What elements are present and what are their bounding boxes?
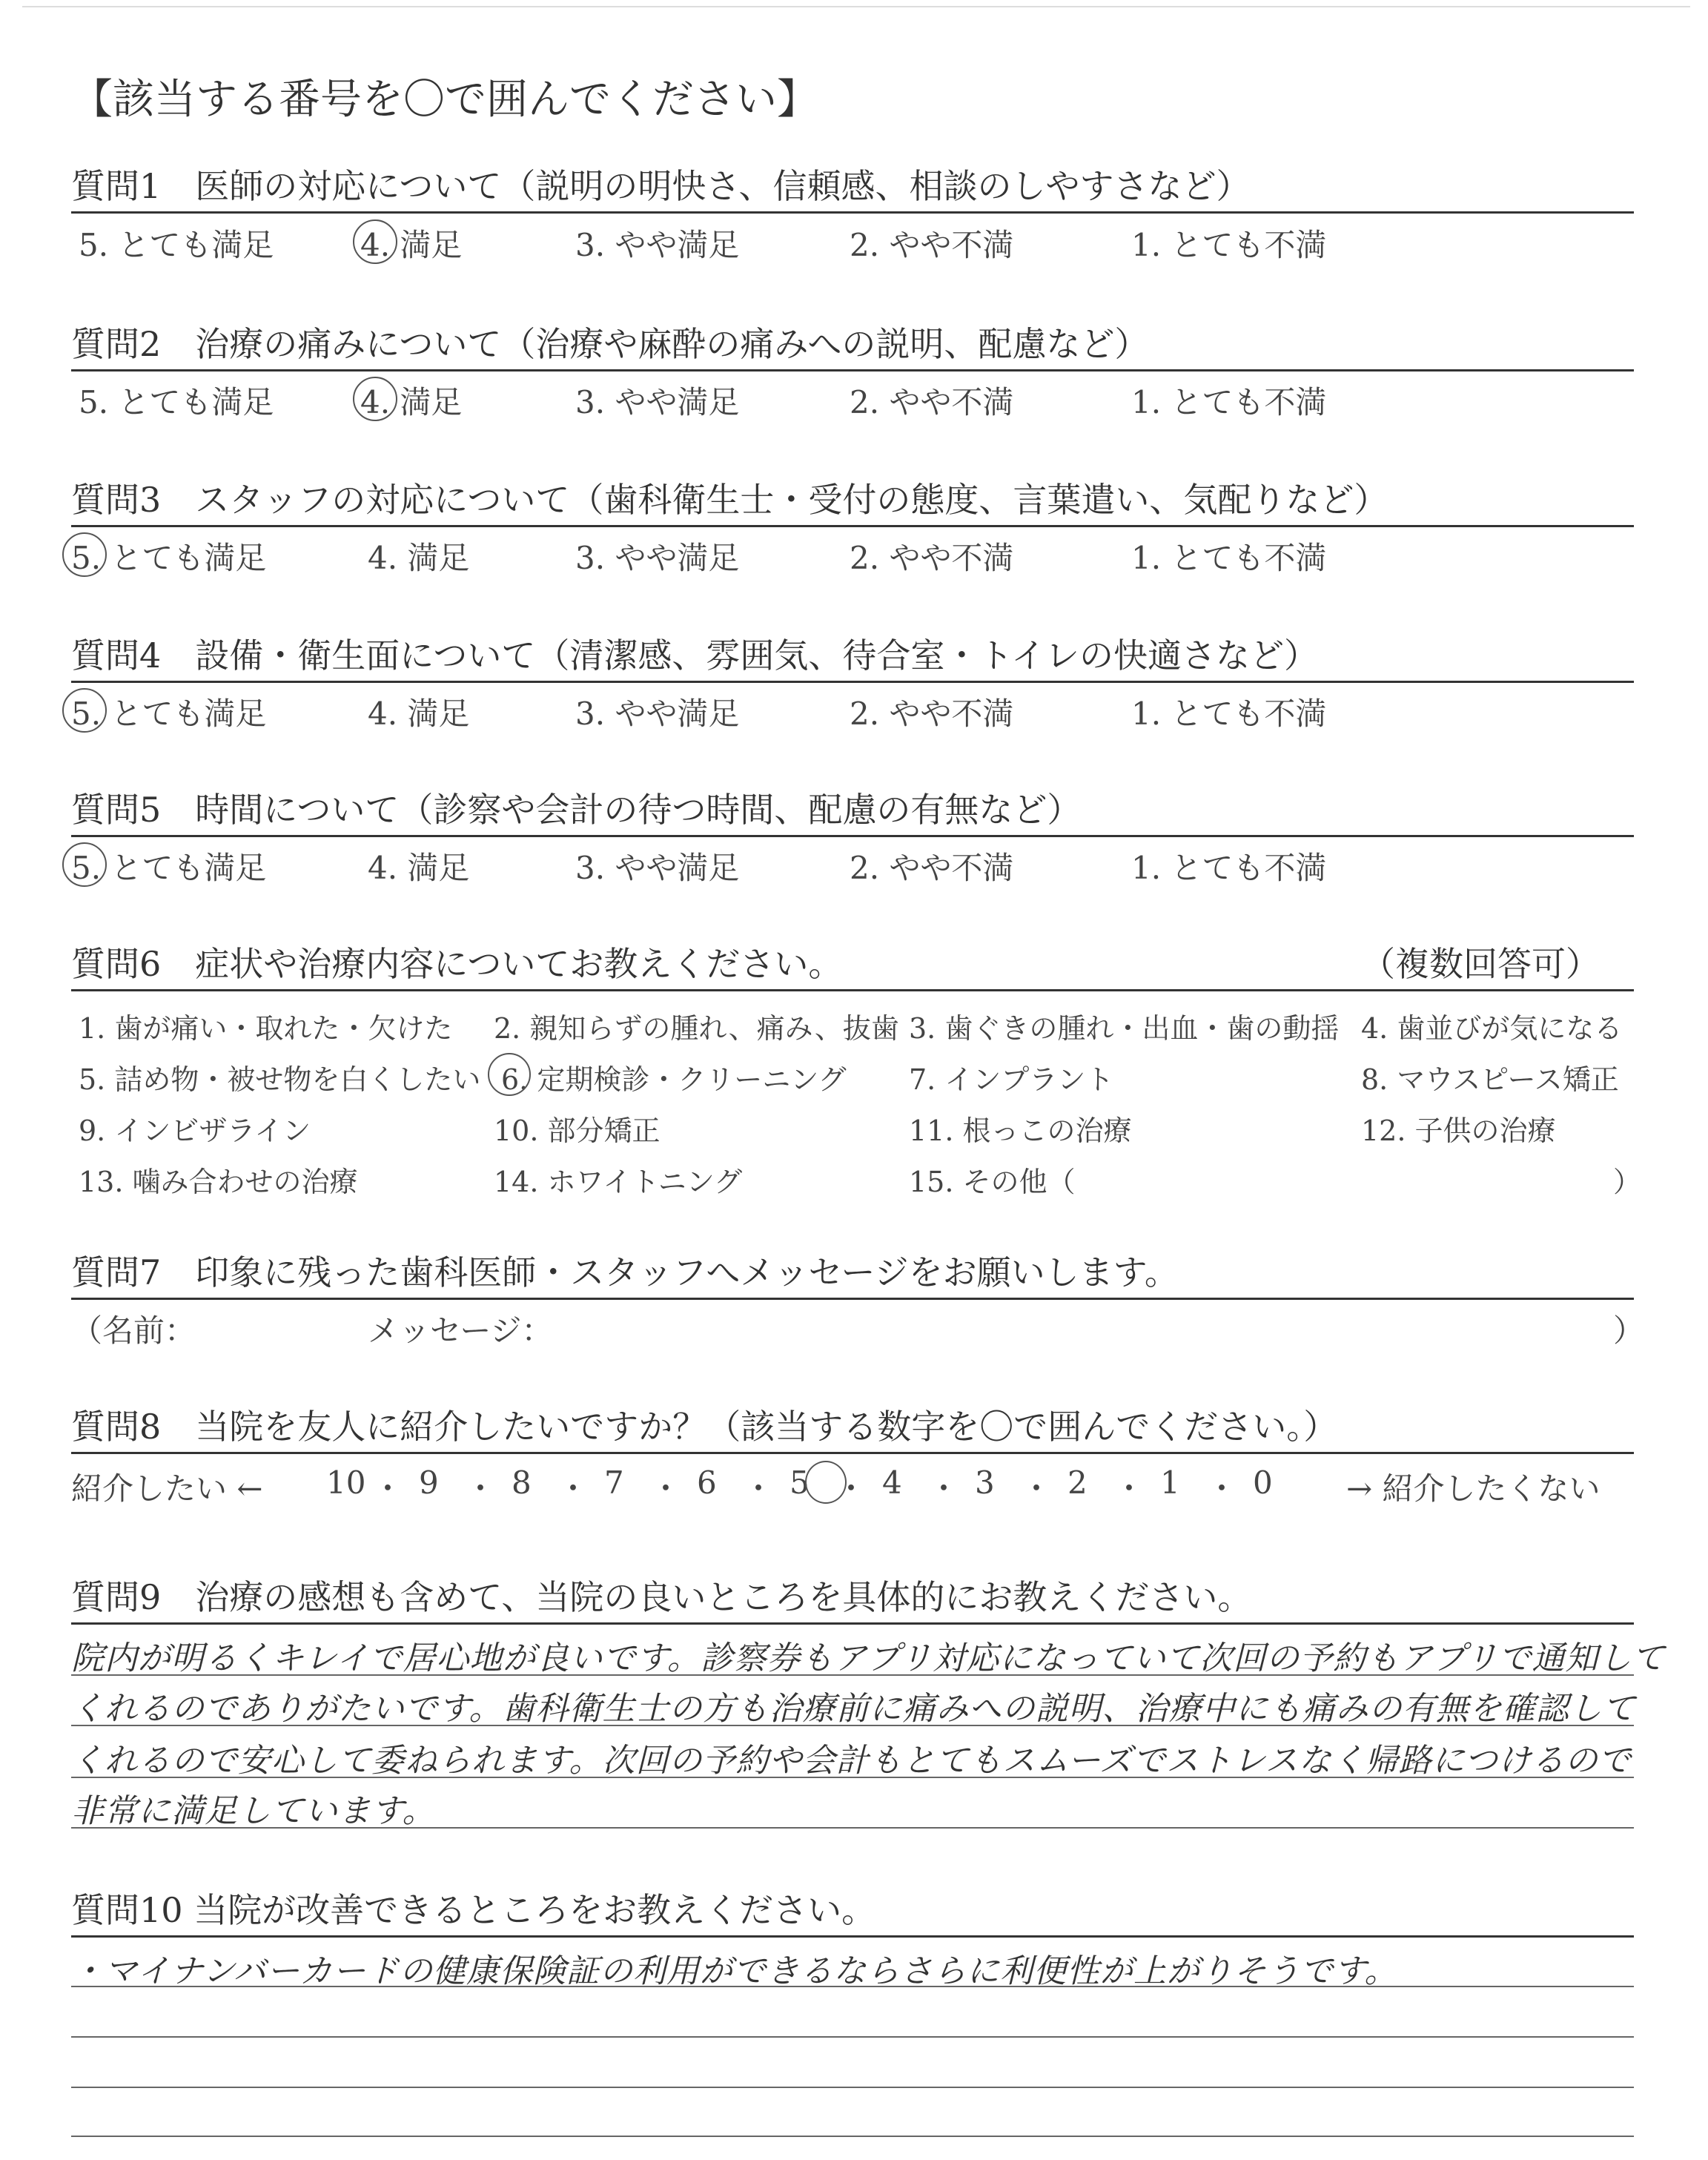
q3-option-4[interactable]: 4. 満足 xyxy=(368,540,470,576)
question-1-rule xyxy=(71,211,1634,214)
q10-answer-line-1: ・マイナンバーカードの健康保険証の利用ができるならさらに利便性が上がりそうです。 xyxy=(71,1952,1398,1990)
q6-item-13[interactable]: 13. 噛み合わせの治療 xyxy=(79,1166,358,1198)
question-5-rule xyxy=(71,835,1634,837)
q6-selection-circle xyxy=(488,1053,531,1096)
q8-scale-value-9[interactable]: 9 xyxy=(419,1464,439,1501)
q8-scale-value-10[interactable]: 10 xyxy=(326,1464,366,1501)
question-10-title: 質問10 当院が改善できるところをお教えください。 xyxy=(71,1890,876,1930)
q10-answer-rule-3 xyxy=(71,2087,1634,2088)
q1-option-2[interactable]: 2. やや不満 xyxy=(850,227,1014,263)
question-7-rule xyxy=(71,1298,1634,1300)
question-4-rule xyxy=(71,681,1634,683)
q8-scale-value-3[interactable]: 3 xyxy=(975,1464,995,1501)
q8-scale-value-6[interactable]: 6 xyxy=(697,1464,717,1501)
q1-option-5[interactable]: 5. とても満足 xyxy=(79,227,274,263)
q6-item-7[interactable]: 7. インプラント xyxy=(909,1063,1114,1096)
q4-option-2[interactable]: 2. やや不満 xyxy=(850,696,1014,732)
question-6-note: （複数回答可） xyxy=(1361,944,1600,984)
q8-scale-separator: ・ xyxy=(928,1470,960,1507)
q8-left-label: 紹介したい ← xyxy=(71,1470,263,1507)
q4-selection-circle xyxy=(62,688,107,733)
q8-scale-value-0[interactable]: 0 xyxy=(1253,1464,1273,1501)
q8-scale-separator: ・ xyxy=(465,1470,497,1507)
q5-option-5[interactable]: 5. とても満足 xyxy=(71,850,267,886)
top-edge-line xyxy=(22,6,1690,7)
q9-answer-rule-1 xyxy=(71,1674,1634,1676)
question-5-title: 質問5 時間について（診察や会計の待つ時間、配慮の有無など） xyxy=(71,790,1082,830)
q2-option-4[interactable]: 4. 満足 xyxy=(360,384,463,420)
question-9-title: 質問9 治療の感想も含めて、当院の良いところを具体的にお教えください。 xyxy=(71,1577,1252,1617)
q6-item-5[interactable]: 5. 詰め物・被せ物を白くしたい xyxy=(79,1063,481,1096)
q8-scale-separator: ・ xyxy=(372,1470,404,1507)
q9-answer-line-2: くれるのでありがたいです。歯科衛生士の方も治療前に痛みへの説明、治療中にも痛みの有無を確認して xyxy=(71,1690,1636,1728)
q6-item-1[interactable]: 1. 歯が痛い・取れた・欠けた xyxy=(79,1012,453,1045)
q6-item-14[interactable]: 14. ホワイトニング xyxy=(494,1166,743,1198)
q4-option-5[interactable]: 5. とても満足 xyxy=(71,696,267,732)
q8-scale-value-8[interactable]: 8 xyxy=(512,1464,532,1501)
question-8-title: 質問8 当院を友人に紹介したいですか？（該当する数字を〇で囲んでください。） xyxy=(71,1407,1338,1447)
q5-option-2[interactable]: 2. やや不満 xyxy=(850,850,1014,886)
q2-option-3[interactable]: 3. やや満足 xyxy=(575,384,740,420)
q8-scale-separator: ・ xyxy=(1206,1470,1238,1507)
q6-item-8[interactable]: 8. マウスピース矯正 xyxy=(1361,1063,1619,1096)
q6-item-15[interactable]: 15. その他（ xyxy=(909,1166,1076,1198)
q9-answer-line-4: 非常に満足しています。 xyxy=(71,1792,436,1830)
q5-option-3[interactable]: 3. やや満足 xyxy=(575,850,740,886)
q4-option-3[interactable]: 3. やや満足 xyxy=(575,696,740,732)
question-6-title: 質問6 症状や治療内容についてお教えください。 xyxy=(71,944,843,984)
q10-answer-rule-2 xyxy=(71,2036,1634,2038)
q1-option-1[interactable]: 1. とても不満 xyxy=(1131,227,1327,263)
q8-scale-value-1[interactable]: 1 xyxy=(1160,1464,1180,1501)
question-9-rule xyxy=(71,1622,1634,1625)
q9-answer-line-3: くれるので安心して委ねられます。次回の予約や会計もとてもスムーズでストレスなく帰路につけるので xyxy=(71,1742,1632,1780)
q9-answer-rule-4 xyxy=(71,1827,1634,1829)
question-8-rule xyxy=(71,1452,1634,1454)
q3-option-5[interactable]: 5. とても満足 xyxy=(71,540,267,576)
q8-scale-separator: ・ xyxy=(743,1470,775,1507)
q5-option-1[interactable]: 1. とても不満 xyxy=(1131,850,1327,886)
q6-item-2[interactable]: 2. 親知らずの腫れ、痛み、抜歯 xyxy=(494,1012,899,1045)
question-3-title: 質問3 スタッフの対応について（歯科衛生士・受付の態度、言葉遣い、気配りなど） xyxy=(71,480,1388,520)
q4-option-1[interactable]: 1. とても不満 xyxy=(1131,696,1327,732)
question-2-title: 質問2 治療の痛みについて（治療や麻酔の痛みへの説明、配慮など） xyxy=(71,324,1149,364)
q1-option-3[interactable]: 3. やや満足 xyxy=(575,227,740,263)
q2-selection-circle xyxy=(353,377,397,421)
q8-scale-separator: ・ xyxy=(1021,1470,1053,1507)
q1-selection-circle xyxy=(353,219,397,264)
q7-message-label[interactable]: メッセージ： xyxy=(368,1312,553,1349)
q6-item-12[interactable]: 12. 子供の治療 xyxy=(1361,1114,1556,1147)
q3-selection-circle xyxy=(62,532,107,577)
q2-option-1[interactable]: 1. とても不満 xyxy=(1131,384,1327,420)
form-header: 【該当する番号を〇で囲んでください】 xyxy=(71,76,818,124)
q6-item-10[interactable]: 10. 部分矯正 xyxy=(494,1114,661,1147)
q8-scale-separator: ・ xyxy=(557,1470,589,1507)
q7-name-label[interactable]: （名前： xyxy=(71,1312,196,1349)
question-4-title: 質問4 設備・衛生面について（清潔感、雰囲気、待合室・トイレの快適さなど） xyxy=(71,635,1319,676)
q8-scale-separator: ・ xyxy=(1113,1470,1145,1507)
question-6-rule xyxy=(71,989,1634,991)
q5-option-4[interactable]: 4. 満足 xyxy=(368,850,470,886)
q8-scale-value-5[interactable]: 5 xyxy=(790,1464,810,1501)
question-2-rule xyxy=(71,369,1634,371)
question-1-title: 質問1 医師の対応について（説明の明快さ、信頼感、相談のしやすさなど） xyxy=(71,166,1251,206)
q6-item-9[interactable]: 9. インビザライン xyxy=(79,1114,311,1147)
question-7-title: 質問7 印象に残った歯科医師・スタッフへメッセージをお願いします。 xyxy=(71,1252,1179,1292)
q1-option-4[interactable]: 4. 満足 xyxy=(360,227,463,263)
q8-scale-value-4[interactable]: 4 xyxy=(882,1464,902,1501)
q8-right-label: → 紹介したくない xyxy=(1346,1470,1601,1507)
question-3-rule xyxy=(71,525,1634,527)
q8-scale-separator: ・ xyxy=(835,1470,867,1507)
q3-option-3[interactable]: 3. やや満足 xyxy=(575,540,740,576)
q4-option-4[interactable]: 4. 満足 xyxy=(368,696,470,732)
q2-option-2[interactable]: 2. やや不満 xyxy=(850,384,1014,420)
q8-scale-value-2[interactable]: 2 xyxy=(1068,1464,1088,1501)
q9-answer-rule-2 xyxy=(71,1725,1634,1726)
q2-option-5[interactable]: 5. とても満足 xyxy=(79,384,274,420)
q3-option-2[interactable]: 2. やや不満 xyxy=(850,540,1014,576)
q9-answer-line-1: 院内が明るくキレイで居心地が良いです。診察券もアプリ対応になっていて次回の予約もアプリで通知して xyxy=(71,1639,1666,1677)
q8-scale-value-7[interactable]: 7 xyxy=(604,1464,624,1501)
q6-item-4[interactable]: 4. 歯並びが気になる xyxy=(1361,1012,1623,1045)
q9-answer-rule-3 xyxy=(71,1777,1634,1778)
q8-selection-circle xyxy=(805,1461,847,1504)
question-10-rule xyxy=(71,1935,1634,1938)
q3-option-1[interactable]: 1. とても不満 xyxy=(1131,540,1327,576)
q6-item-15-close: ） xyxy=(1613,1166,1642,1198)
q6-item-3[interactable]: 3. 歯ぐきの腫れ・出血・歯の動揺 xyxy=(909,1012,1340,1045)
q10-answer-rule-1 xyxy=(71,1986,1634,1987)
q6-item-11[interactable]: 11. 根っこの治療 xyxy=(909,1114,1132,1147)
q7-close-paren: ） xyxy=(1613,1312,1645,1349)
q10-answer-rule-4 xyxy=(71,2136,1634,2137)
q8-scale-separator: ・ xyxy=(650,1470,682,1507)
q6-item-6[interactable]: 6. 定期検診・クリーニング xyxy=(501,1063,847,1096)
q5-selection-circle xyxy=(62,842,107,887)
